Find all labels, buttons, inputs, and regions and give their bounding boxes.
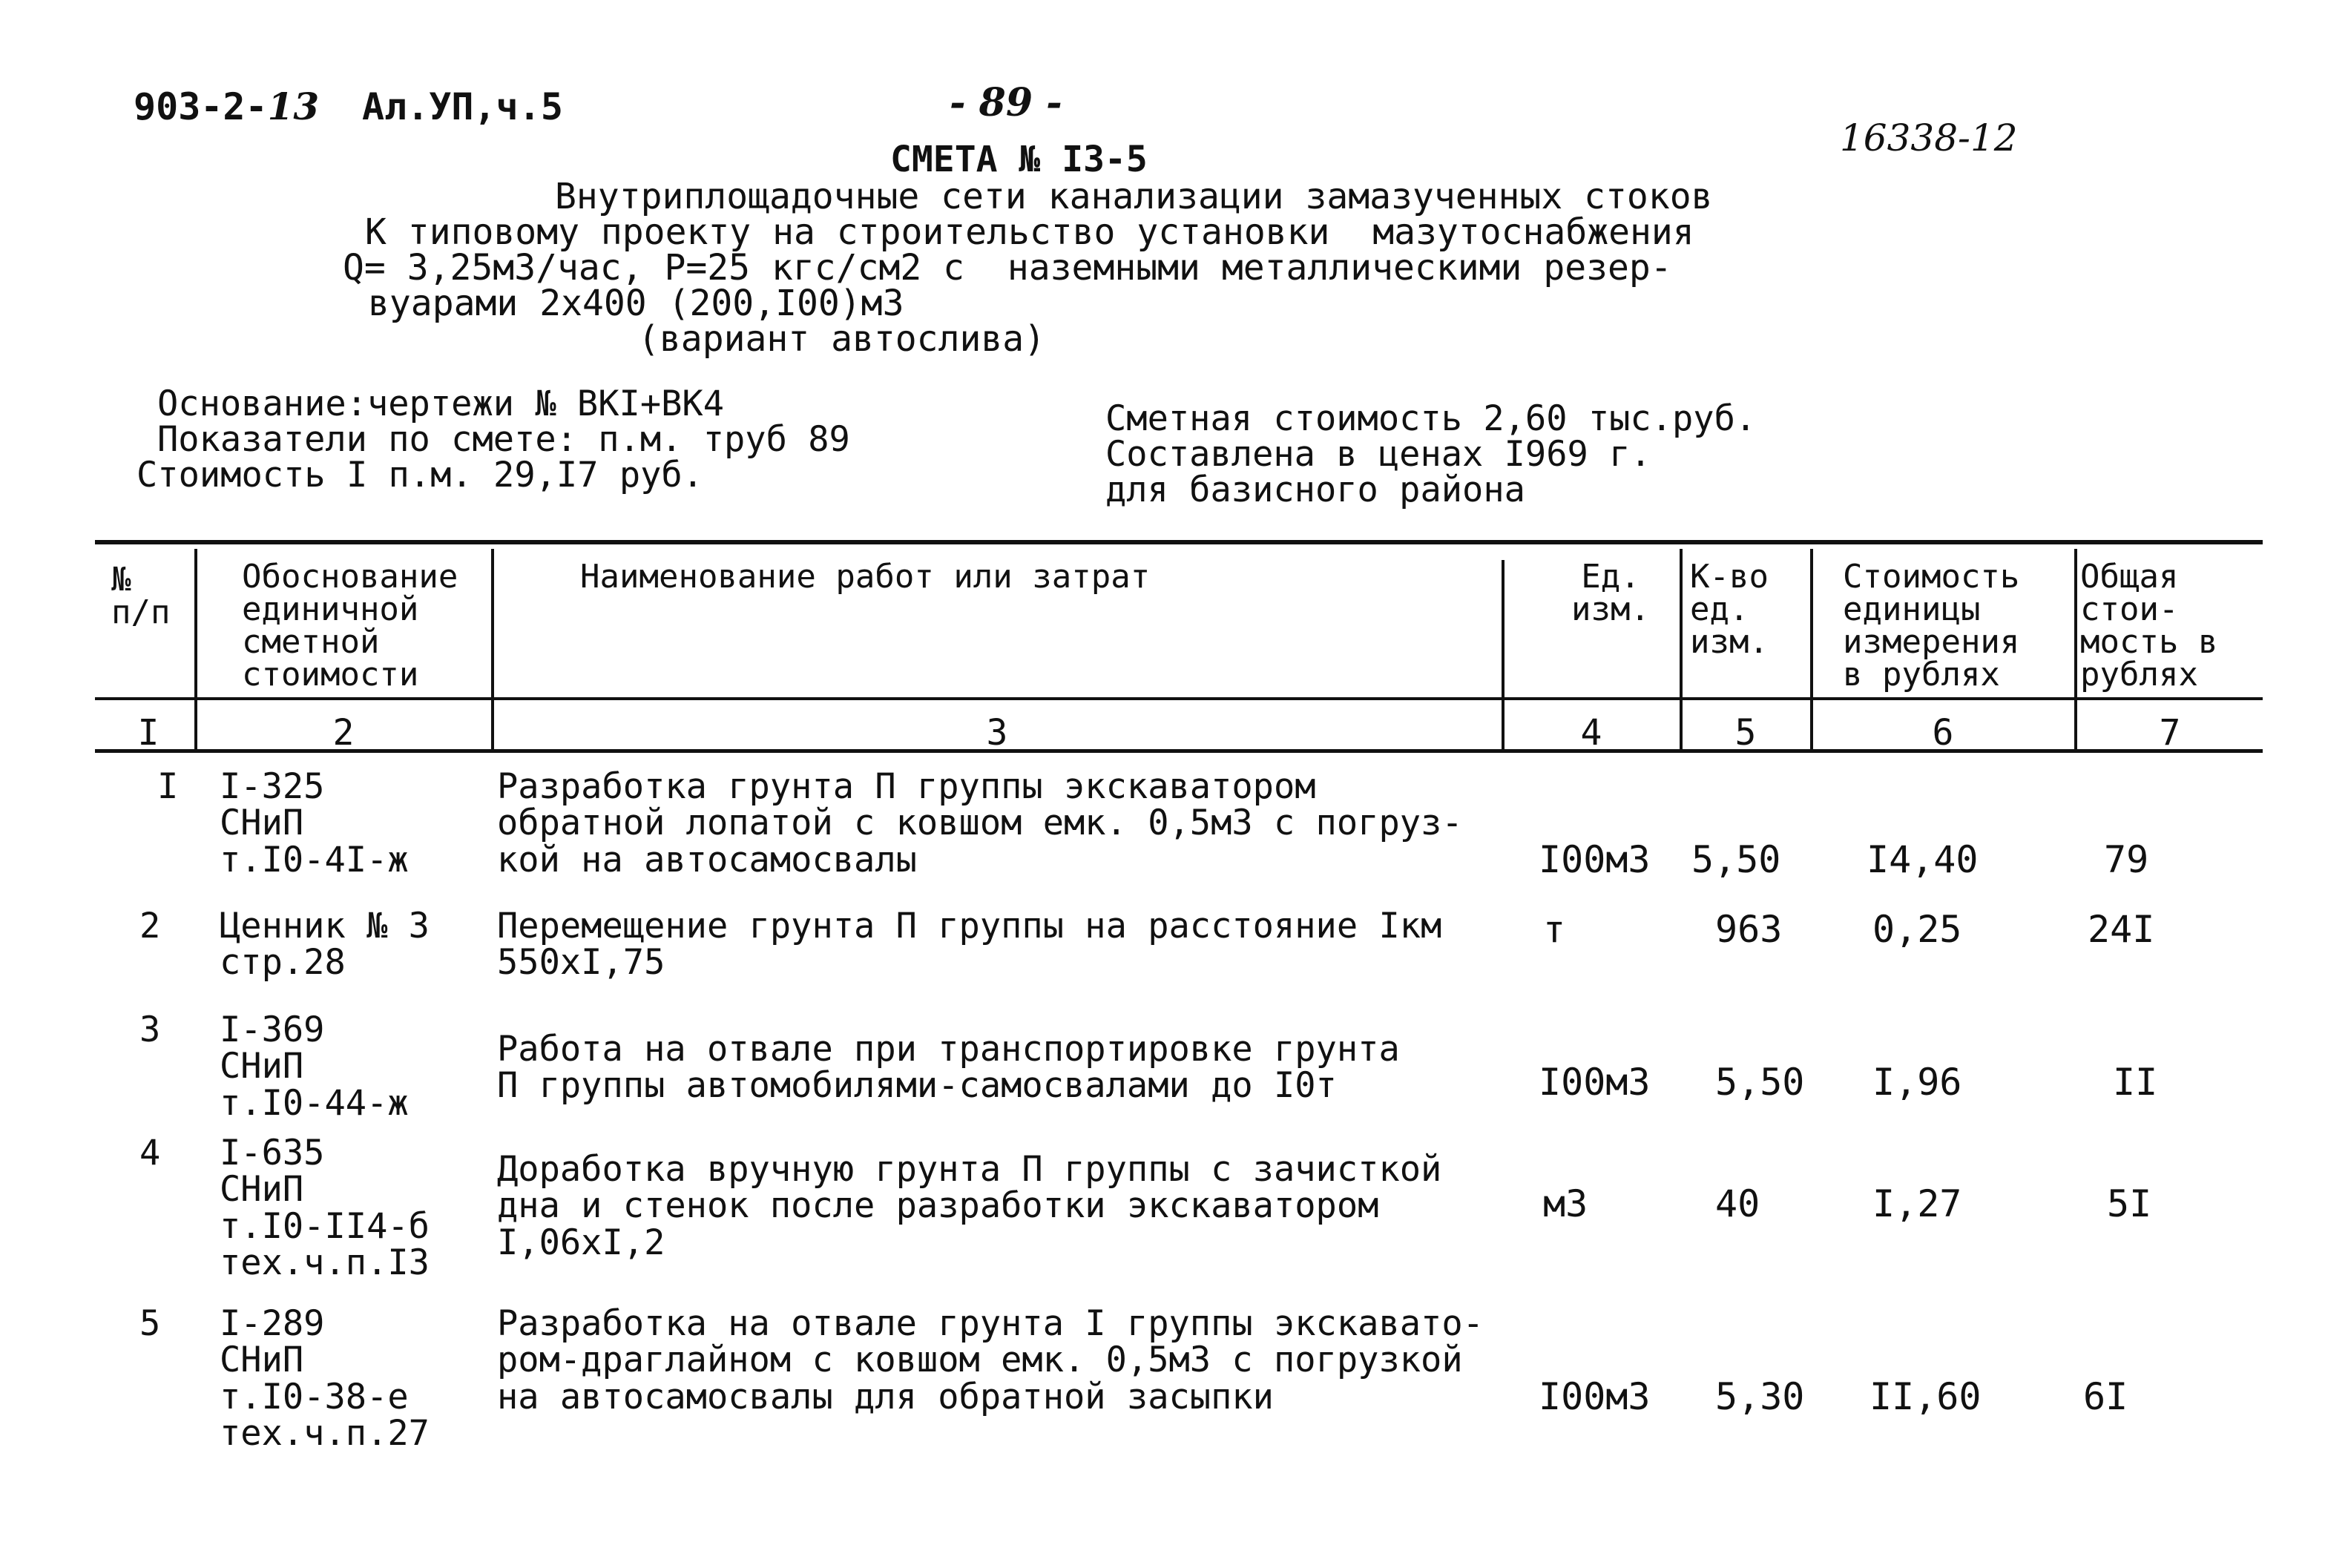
colnum-7: 7 [2159,712,2181,754]
row-3-no: 3 [139,1009,161,1050]
doc-code [134,85,320,128]
estimate-number: СМЕТА № I3-5 [890,139,1148,180]
estimate-indicators: Показатели по смете: п.м. труб 89 [157,419,850,460]
row-5-basis: I-289 СНиП т.I0-38-е тех.ч.п.27 [220,1303,430,1455]
row-1-name: Разработка грунта П группы экскаватором обратной лопатой с ковшом емк. 0,5м3 с погруз- кой на автосамосвалы [497,766,1463,880]
price-year: Составлена в ценах I969 г. [1105,434,1651,475]
album-reference: Ал.УП,ч.5 [362,85,563,128]
title-line-4: Q= 3,25м3/час, Р=25 кгс/см2 с наземными металлическими резер- [343,247,1672,289]
row-2-name: Перемещение грунта П группы на расстояние Iкм 550хI,75 [497,906,1442,984]
colnum-2: 2 [332,712,355,754]
row-3-price: I,96 [1872,1061,1962,1104]
row-5-no: 5 [139,1303,161,1344]
col-header-qty: К-во ед. изм. [1690,558,1769,661]
row-4-no: 4 [139,1133,161,1173]
unit-length-cost: Стоимость I п.м. 29,I7 руб. [137,455,704,495]
estimated-cost: Сметная стоимость 2,60 тыс.руб. [1105,398,1757,439]
title-line-2: Внутриплощадочные сети канализации замазученных стоков [555,176,1713,217]
row-4-basis: I-635 СНиП т.I0-II4-б тех.ч.п.I3 [220,1133,430,1284]
colnum-1: I [137,712,160,754]
basis-drawings: Основание:чертежи № ВКI+ВК4 [157,383,725,424]
row-3-unit: I00м3 [1539,1061,1651,1104]
row-2-no: 2 [139,906,161,946]
row-1-qty: 5,50 [1691,838,1781,881]
row-5-qty: 5,30 [1715,1375,1805,1418]
row-2-total: 24I [2088,908,2155,951]
col-header-total: Общая стои- мость в рублях [2080,558,2218,694]
colnum-4: 4 [1580,712,1602,754]
title-line-5: вуарами 2х400 (200,I00)м3 [368,283,904,324]
title-line-3: К типовому проекту на строительство установки мазутоснабжения [365,211,1694,253]
row-2-price: 0,25 [1872,908,1962,951]
row-3-basis: I-369 СНиП т.I0-44-ж [220,1009,409,1124]
row-1-total: 79 [2104,838,2149,881]
col-header-name: Наименование работ или затрат [580,558,1151,596]
row-4-total: 5I [2107,1182,2152,1225]
col-header-no: № п/п [111,561,171,631]
doc-code-handwritten: 13 [267,85,320,128]
colnum-6: 6 [1932,712,1954,754]
row-4-price: I,27 [1872,1182,1962,1225]
row-2-qty: 963 [1715,908,1783,951]
row-4-unit: м3 [1543,1182,1588,1225]
base-region: для базисного района [1105,470,1525,510]
row-5-name: Разработка на отвале грунта I группы экскавато- ром-драглайном с ковшом емк. 0,5м3 с погрузкой на автосамосвалы для обратной засыпки [497,1303,1484,1417]
doc-code-printed: 903-2- [134,85,268,128]
row-5-unit: I00м3 [1539,1375,1651,1418]
row-1-no: I [157,766,179,807]
colnum-3: 3 [986,712,1008,754]
table-top-rule [95,540,2263,544]
colnum-5: 5 [1734,712,1757,754]
row-5-price: II,60 [1869,1375,1982,1418]
page-number: - 89 - [950,80,1062,125]
table-header-rule [95,697,2263,700]
archive-number: 16338-12 [1840,116,2018,159]
title-line-6: (вариант автослива) [638,318,1046,360]
col-header-basis: Обоснование единичной сметной стоимости [242,558,458,694]
row-3-qty: 5,50 [1715,1061,1805,1104]
row-5-total: 6I [2083,1375,2128,1418]
row-3-name: Работа на отвале при транспортировке грунта П группы автомобилями-самосвалами до I0т [497,1029,1400,1107]
row-1-unit: I00м3 [1539,838,1651,881]
row-1-basis: I-325 СНиП т.I0-4I-ж [220,766,409,880]
row-4-qty: 40 [1715,1182,1760,1225]
row-1-price: I4,40 [1867,838,1979,881]
col-header-unit: Ед. изм. [1571,558,1650,628]
row-4-name: Доработка вручную грунта П группы с зачисткой дна и стенок после разработки экскаватором I,06хI,2 [497,1149,1442,1263]
row-2-unit: т [1543,908,1566,951]
row-3-total: II [2113,1061,2158,1104]
col-header-unit-price: Стоимость единицы измерения в рублях [1843,558,2020,694]
row-2-basis: Ценник № 3 стр.28 [220,906,430,984]
